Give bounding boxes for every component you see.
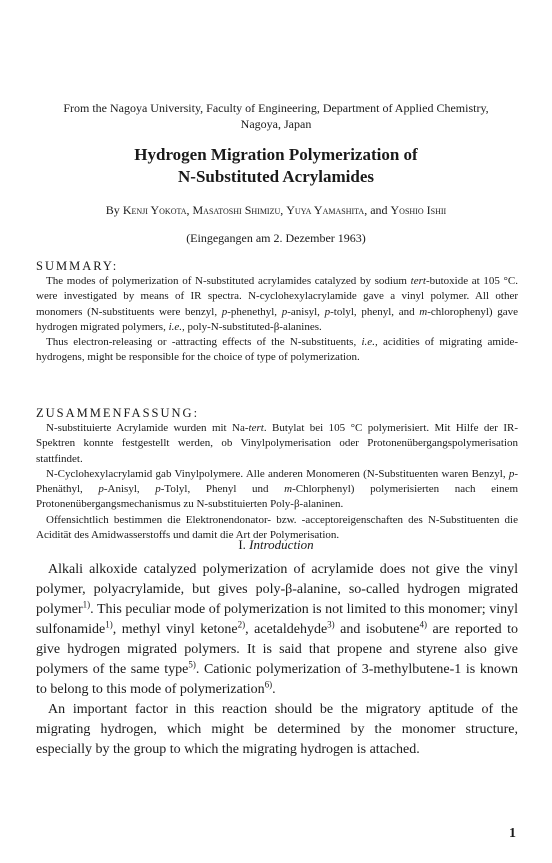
summary-paragraph-2: Thus electron-releasing or -attracting effects of the N-substituents, i.e., acidities of migrating amide-hydrogens, might be responsible for the choice of type of polymerization. <box>36 336 518 364</box>
page-number: 1 <box>509 826 516 841</box>
introduction-paragraph-2: An important factor in this reaction should be the migratory aptitude of the migrating hydrogen, which might be determined by the monomer structure, especially by the group to which the migrating hydrogen is attached. <box>36 702 518 757</box>
author-4: Yoshio Ishii <box>390 203 447 217</box>
author-3: Yuya Yamashita <box>286 203 365 217</box>
zusammenfassung-section <box>36 405 518 543</box>
summary-paragraph-1: The modes of polymerization of N-substituted acrylamides catalyzed by sodium tert-butoxide at 105 °C. were investigated by means of IR spectra. N-cyclohexylacrylamide gave a vinyl polymer. All other monomers (N-substituents were benzyl, p-phenethyl, p-anisyl, p-tolyl, phenyl, and m-chlorophenyl) gave hydrogen migrated polymers, i.e., poly-N-substituted-β-alanines. <box>36 275 518 333</box>
author-line: By Kenji Yokota, Masatoshi Shimizu, Yuya Yamashita, and Yoshio Ishii <box>105 203 447 217</box>
section-heading <box>30 536 522 553</box>
received-date: (Eingegangen am 2. Dezember 1963) <box>186 231 366 245</box>
citation-ref: 2) <box>237 619 246 630</box>
zusammenfassung-paragraph-2: N-Cyclohexylacrylamid gab Vinylpolymere. Alle anderen Monomeren (N-Substituenten waren Benzyl, p-Phenäthyl, p-Anisyl, p-Tolyl, Phenyl und m-Chlorphenyl) polymerisierten nach einem Protonenübergangsmechanismus zu N-substituierten Poly-β-alaninen. <box>36 467 518 511</box>
introduction-body <box>36 560 518 760</box>
zusammenfassung-paragraph-1: N-substituierte Acrylamide wurden mit Na-tert. Butylat bei 105 °C polymerisiert. Mit Hilfe der IR-Spektren konnte festgestellt werden, ob Vinylpolymerisation oder Protonenübergangspolymerisation stattfindet. <box>36 422 519 465</box>
and-word: and <box>370 203 388 217</box>
affiliation <box>30 100 522 132</box>
zusammenfassung-paragraph-3: Offensichtlich bestimmen die Elektronendonator- bzw. -acceptoreigenschaften des N-Substituenten die Acidität des Amidwasserstoffs und damit die Art der Polymerisation. <box>36 513 518 542</box>
summary-heading: SUMMARY: <box>36 259 119 273</box>
citation-ref: 4) <box>419 619 427 630</box>
title-line-2: N-Substituted Acrylamides <box>178 167 374 186</box>
paper-title <box>30 144 522 188</box>
citation-ref: 5) <box>188 659 196 670</box>
section-title: Introduction <box>249 537 314 552</box>
summary-section <box>36 258 518 366</box>
citation-ref: 1) <box>82 599 91 610</box>
citation-ref: 6) <box>264 679 273 690</box>
title-line-1: Hydrogen Migration Polymerization of <box>134 145 418 164</box>
section-number: I. <box>238 537 246 552</box>
citation-ref: 3) <box>327 619 335 630</box>
citation-ref: 1) <box>105 619 113 630</box>
by-word: By <box>105 203 120 217</box>
introduction-paragraph-1: Alkali alkoxide catalyzed polymerization of acrylamide does not give the vinyl polymer, polyacrylamide, but gives poly-β-alanine, so-called hydrogen migrated polymer$^{1)}$. This peculiar mode of polymerization is not limited to this monomer; vinyl sulfonamide$^{1)}$, methyl vinyl ketone$^{2)}$, acetaldehyde$^{3)}$ and isobutene$^{4)}$ are reported to give hydrogen migrated polymers. It is said that propene and styrene also give polymers of the same type$^{5)}$. Cationic polymerization of 3-methylbutene-1 is known to belong to this mode of polymerization$^{6)}$. <box>36 562 519 697</box>
zusammenfassung-heading: ZUSAMMENFASSUNG: <box>36 406 200 420</box>
affiliation-line-1: From the Nagoya University, Faculty of Engineering, Department of Applied Chemistry, <box>63 101 489 115</box>
author-1: Kenji Yokota <box>122 203 187 217</box>
affiliation-line-2: Nagoya, Japan <box>240 117 312 131</box>
author-2: Masatoshi Shimizu <box>192 203 281 217</box>
